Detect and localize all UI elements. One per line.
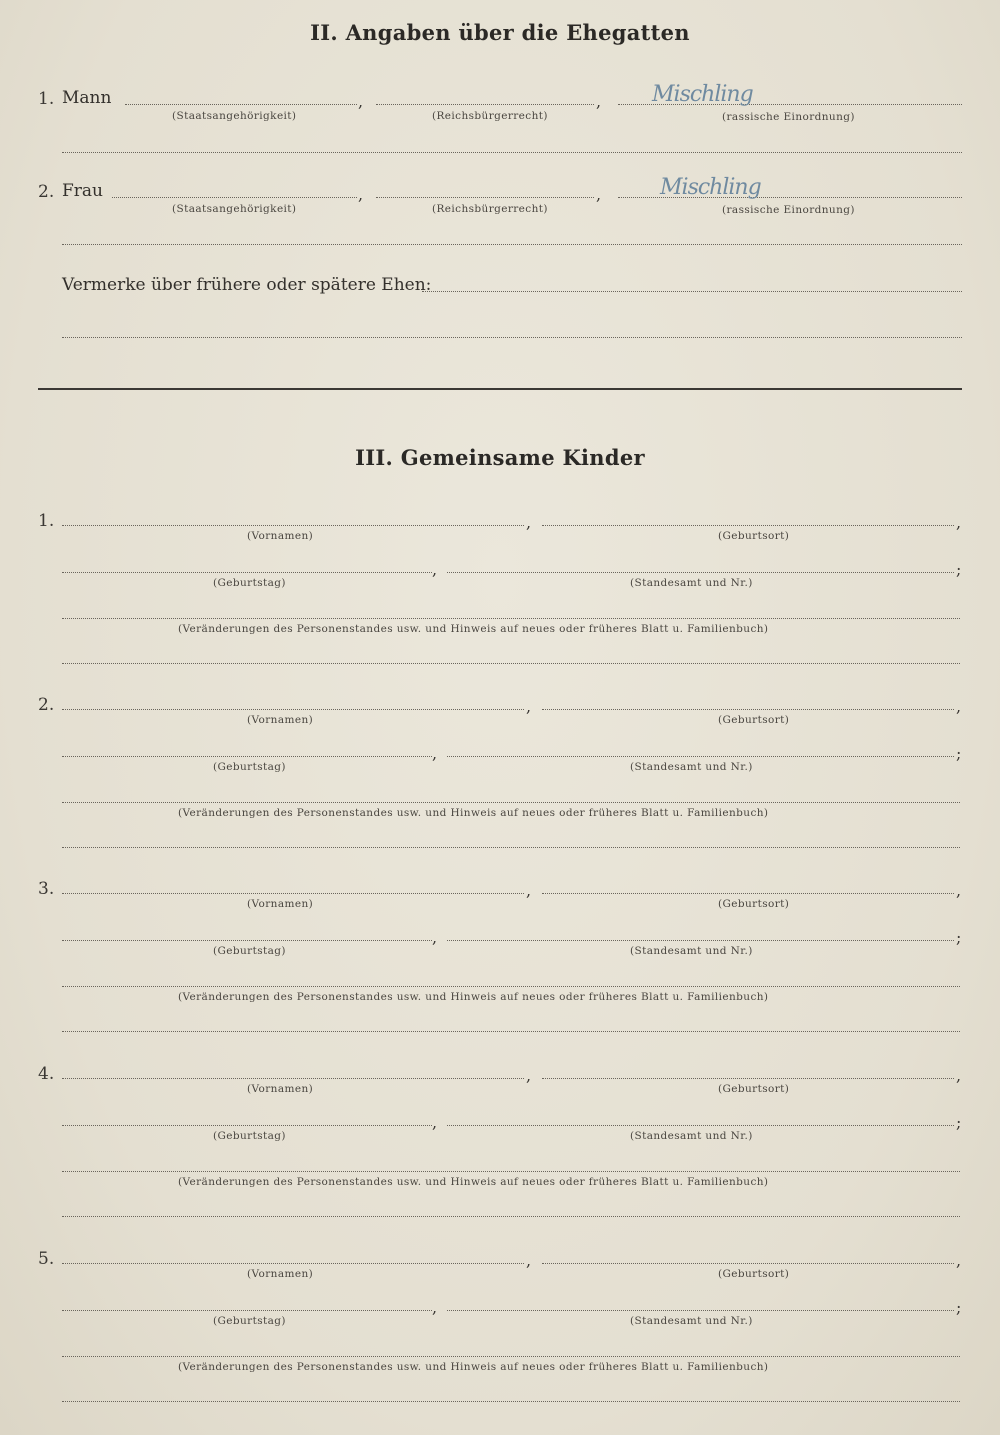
comma: , [956,1066,962,1085]
remarks-label: Vermerke über frühere oder spätere Ehen: [62,275,432,295]
child-extra-line[interactable] [62,663,960,664]
child-names-field[interactable] [62,709,524,710]
child-changes-caption: (Veränderungen des Personenstandes usw. und Hinweis auf neues oder früheres Blatt u. Familienbuch) [178,807,769,819]
comma: , [432,1298,438,1317]
child-birthplace-field[interactable] [542,709,954,710]
comma: , [432,560,438,579]
comma: , [526,513,532,532]
comma: , [956,513,962,532]
section-3-title: III. Gemeinsame Kinder [355,445,645,470]
child-birthplace-field[interactable] [542,1078,954,1079]
section-2-title: II. Angaben über die Ehegatten [310,20,690,45]
comma: , [596,92,602,111]
child-birthplace-caption: (Geburtsort) [718,714,790,726]
child-birthplace-field[interactable] [542,1263,954,1264]
child-names-field[interactable] [62,525,524,526]
child-number: 4. [38,1064,55,1084]
child-changes-caption: (Veränderungen des Personenstandes usw. und Hinweis auf neues oder früheres Blatt u. Familienbuch) [178,1361,769,1373]
child-number: 2. [38,695,55,715]
woman-citizenship-field[interactable] [112,197,357,198]
remarks-field[interactable] [422,291,962,292]
man-number: 1. [38,89,55,109]
child-birthplace-field[interactable] [542,525,954,526]
child-birthday-caption: (Geburtstag) [213,577,286,589]
child-birthplace-caption: (Geburtsort) [718,1268,790,1280]
comma: , [956,1251,962,1270]
comma: , [526,1066,532,1085]
semicolon: ; [956,744,962,763]
comma: , [358,92,364,111]
comma: , [526,881,532,900]
man-citizenship-field[interactable] [125,104,357,105]
woman-reich-caption: (Reichsbürgerrecht) [432,203,548,215]
child-names-caption: (Vornamen) [247,1268,314,1280]
child-birthday-field[interactable] [62,1310,432,1311]
woman-race-handwriting: Mischling [660,175,761,200]
child-registry-caption: (Standesamt und Nr.) [630,1315,753,1327]
child-birthday-caption: (Geburtstag) [213,1130,286,1142]
child-birthday-caption: (Geburtstag) [213,945,286,957]
child-birthplace-caption: (Geburtsort) [718,898,790,910]
comma: , [526,697,532,716]
child-registry-field[interactable] [447,1310,954,1311]
child-registry-caption: (Standesamt und Nr.) [630,761,753,773]
child-registry-caption: (Standesamt und Nr.) [630,1130,753,1142]
woman-extra-line[interactable] [62,244,962,245]
child-registry-caption: (Standesamt und Nr.) [630,577,753,589]
semicolon: ; [956,560,962,579]
child-birthday-caption: (Geburtstag) [213,761,286,773]
child-names-field[interactable] [62,893,524,894]
child-names-caption: (Vornamen) [247,714,314,726]
child-changes-caption: (Veränderungen des Personenstandes usw. und Hinweis auf neues oder früheres Blatt u. Familienbuch) [178,991,769,1003]
man-reich-caption: (Reichsbürgerrecht) [432,110,548,122]
child-number: 3. [38,879,55,899]
woman-label: Frau [62,181,104,201]
child-changes-field[interactable] [62,618,960,619]
child-changes-field[interactable] [62,802,960,803]
woman-number: 2. [38,182,55,202]
woman-citizenship-caption: (Staatsangehörigkeit) [172,203,297,215]
child-number: 1. [38,511,55,531]
child-birthplace-caption: (Geburtsort) [718,1083,790,1095]
child-extra-line[interactable] [62,1031,960,1032]
semicolon: ; [956,1298,962,1317]
child-registry-field[interactable] [447,572,954,573]
comma: , [526,1251,532,1270]
child-registry-field[interactable] [447,1125,954,1126]
child-birthday-field[interactable] [62,572,432,573]
child-changes-field[interactable] [62,1356,960,1357]
comma: , [432,744,438,763]
comma: , [432,1113,438,1132]
man-reich-field[interactable] [376,104,594,105]
man-label: Mann [62,88,112,108]
section-divider [38,388,962,390]
comma: , [956,881,962,900]
comma: , [358,185,364,204]
man-extra-line[interactable] [62,152,962,153]
child-birthplace-field[interactable] [542,893,954,894]
child-extra-line[interactable] [62,1216,960,1217]
man-race-caption: (rassische Einordnung) [722,111,855,123]
remarks-extra-line[interactable] [62,337,962,338]
child-birthday-field[interactable] [62,940,432,941]
child-changes-field[interactable] [62,986,960,987]
child-changes-field[interactable] [62,1171,960,1172]
child-names-caption: (Vornamen) [247,1083,314,1095]
child-names-field[interactable] [62,1078,524,1079]
child-changes-caption: (Veränderungen des Personenstandes usw. und Hinweis auf neues oder früheres Blatt u. Familienbuch) [178,623,769,635]
child-extra-line[interactable] [62,847,960,848]
semicolon: ; [956,1113,962,1132]
child-names-caption: (Vornamen) [247,530,314,542]
comma: , [432,928,438,947]
child-birthday-caption: (Geburtstag) [213,1315,286,1327]
man-citizenship-caption: (Staatsangehörigkeit) [172,110,297,122]
comma: , [596,185,602,204]
woman-reich-field[interactable] [376,197,594,198]
child-number: 5. [38,1249,55,1269]
child-birthplace-caption: (Geburtsort) [718,530,790,542]
child-registry-field[interactable] [447,940,954,941]
child-registry-caption: (Standesamt und Nr.) [630,945,753,957]
semicolon: ; [956,928,962,947]
child-birthday-field[interactable] [62,1125,432,1126]
child-names-field[interactable] [62,1263,524,1264]
man-race-handwriting: Mischling [652,82,753,107]
woman-race-caption: (rassische Einordnung) [722,204,855,216]
child-changes-caption: (Veränderungen des Personenstandes usw. und Hinweis auf neues oder früheres Blatt u. Familienbuch) [178,1176,769,1188]
child-birthday-field[interactable] [62,756,432,757]
comma: , [956,697,962,716]
child-names-caption: (Vornamen) [247,898,314,910]
child-extra-line[interactable] [62,1401,960,1402]
child-registry-field[interactable] [447,756,954,757]
